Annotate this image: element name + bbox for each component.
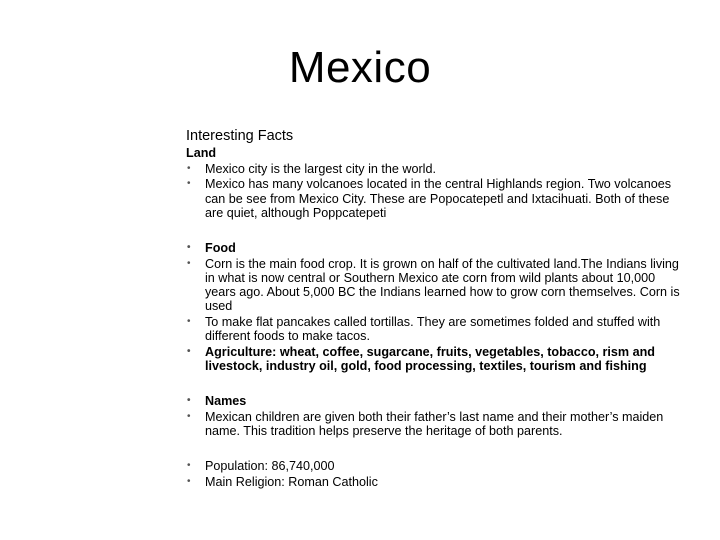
names-list xyxy=(186,394,680,438)
section-heading-names: • Names xyxy=(186,394,680,408)
section-heading-food: • Food xyxy=(186,241,680,255)
land-list xyxy=(186,162,680,220)
list-item: • To make flat pancakes called tortillas. They are sometimes folded and stuffed with different foods to make tacos. xyxy=(186,315,680,343)
list-item-religion: • Main Religion: Roman Catholic xyxy=(186,475,680,489)
list-item: • Mexican children are given both their father’s last name and their mother’s maiden name. This tradition helps preserve the heritage of both parents. xyxy=(186,410,680,438)
food-list xyxy=(186,241,680,373)
slide-content xyxy=(186,146,680,491)
list-item: • Mexico city is the largest city in the world. xyxy=(186,162,680,176)
spacer xyxy=(186,375,680,393)
list-item: • Mexico has many volcanoes located in the central Highlands region. Two volcanoes can be see from Mexico City. These are Popocatepetl and Ixtacihuati. Both of these are quiet, although Poppcatepeti xyxy=(186,177,680,220)
list-item-population: • Population: 86,740,000 xyxy=(186,459,680,473)
facts-list xyxy=(186,459,680,489)
section-heading-land: Land xyxy=(186,146,217,160)
list-item: • Corn is the main food crop. It is grown on half of the cultivated land.The Indians living in what is now central or Southern Mexico ate corn from wild plants about 10,000 years ago. About 5,000 BC the Indians learned how to grow corn themselves. Corn is used xyxy=(186,257,680,314)
slide-title: Mexico xyxy=(288,43,432,92)
spacer xyxy=(186,222,680,240)
list-item-agriculture: • Agriculture: wheat, coffee, sugarcane, fruits, vegetables, tobacco, rism and livestock, industry oil, gold, food processing, textiles, tourism and fishing xyxy=(186,345,680,373)
subtitle: Interesting Facts xyxy=(186,128,294,144)
spacer xyxy=(186,440,680,458)
